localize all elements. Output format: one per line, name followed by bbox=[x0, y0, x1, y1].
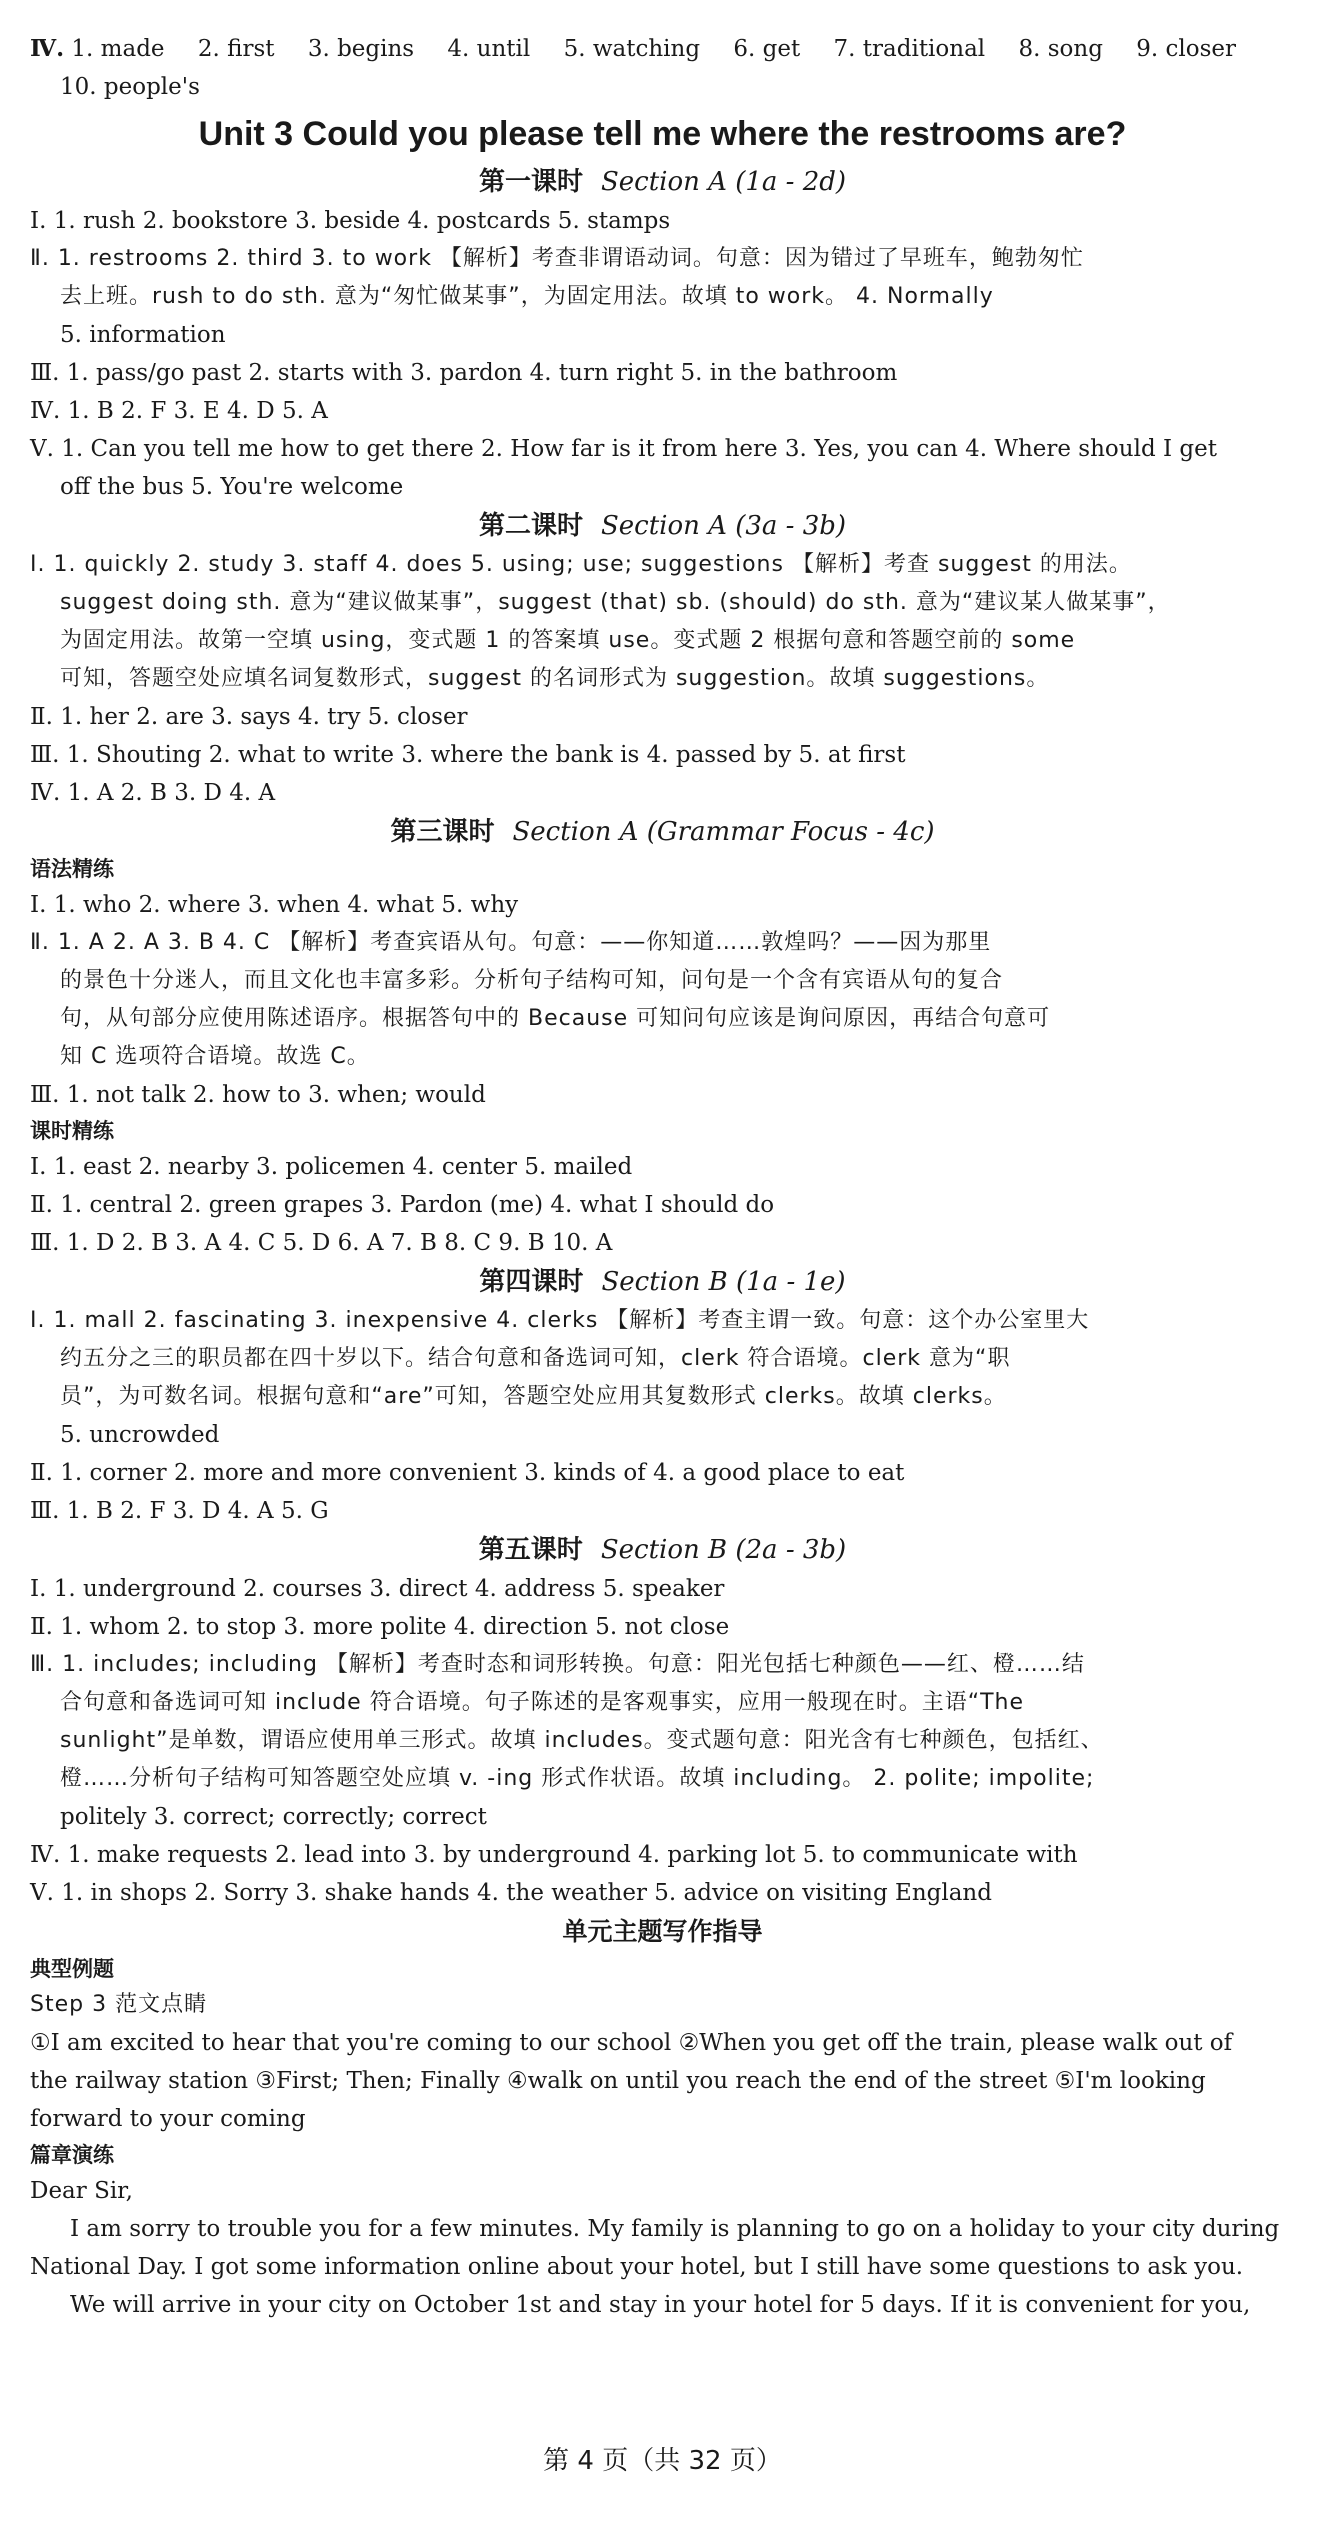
answer-row: Ⅲ. 1. Shouting 2. what to write 3. where the bank is 4. passed by 5. at first bbox=[30, 742, 906, 768]
unit-title: Unit 3 Could you please tell me where the restrooms are? bbox=[198, 115, 1127, 153]
letter-salutation: Dear Sir, bbox=[30, 2178, 133, 2204]
answer-item: 7. traditional bbox=[833, 36, 986, 62]
answer-item: 5. watching bbox=[563, 36, 701, 62]
answer-row: Ⅴ. 1. in shops 2. Sorry 3. shake hands 4. the weather 5. advice on visiting England bbox=[30, 1880, 992, 1906]
section-label: Ⅳ. bbox=[30, 35, 65, 62]
answer-row-cont: 可知，答题空处应填名词复数形式，suggest 的名词形式为 suggestion。故填 suggestions。 bbox=[60, 666, 1050, 691]
answer-row-cont: 员”，为可数名词。根据句意和“are”可知，答题空处应用其复数形式 clerks。故填 clerks。 bbox=[60, 1384, 1007, 1409]
answer-item: 1. made bbox=[71, 36, 165, 62]
letter-line: National Day. I got some information online about your hotel, but I still have some questions to ask you. bbox=[30, 2254, 1244, 2280]
answer-row bbox=[30, 30, 1295, 68]
answer-row-cont: suggest doing sth. 意为“建议做某事”，suggest (that) sb. (should) do sth. 意为“建议某人做某事”， bbox=[60, 590, 1171, 615]
subsection-heading: 篇章演练 bbox=[30, 2143, 114, 2167]
answer-row-cont: 句，从句部分应使用陈述语序。根据答句中的 Because 可知问句应该是询问原因，再结合句意可 bbox=[60, 1006, 1051, 1031]
answer-item: 8. song bbox=[1018, 36, 1103, 62]
answer-row: Ⅱ. 1. A 2. A 3. B 4. C 【解析】考查宾语从句。句意：——你知道……敦煌吗？——因为那里 bbox=[30, 930, 992, 955]
answer-row: Ⅰ. 1. quickly 2. study 3. staff 4. does 5. using; use; suggestions 【解析】考查 suggest 的用法。 bbox=[30, 552, 1132, 577]
letter-line: I am sorry to trouble you for a few minutes. My family is planning to go on a holiday to your city during bbox=[70, 2216, 1280, 2242]
lesson-heading bbox=[30, 162, 1295, 202]
answer-row-cont: sunlight”是单数，谓语应使用单三形式。故填 includes。变式题句意：阳光含有七种颜色，包括红、 bbox=[60, 1728, 1104, 1753]
example-line: forward to your coming bbox=[30, 2106, 306, 2132]
answer-row-cont: 的景色十分迷人，而且文化也丰富多彩。分析句子结构可知，问句是一个含有宾语从句的复合 bbox=[60, 968, 1004, 993]
answer-row-cont: 为固定用法。故第一空填 using，变式题 1 的答案填 use。变式题 2 根据句意和答题空前的 some bbox=[60, 628, 1076, 653]
answer-row: Ⅰ. 1. underground 2. courses 3. direct 4. address 5. speaker bbox=[30, 1576, 725, 1602]
answer-row-cont: 约五分之三的职员都在四十岁以下。结合句意和备选词可知，clerk 符合语境。clerk 意为“职 bbox=[60, 1346, 1011, 1371]
lesson-section: Section A (Grammar Focus - 4c) bbox=[512, 817, 935, 847]
answer-row: Ⅴ. 1. Can you tell me how to get there 2. How far is it from here 3. Yes, you can 4. Where should I get bbox=[30, 436, 1217, 462]
lesson-heading bbox=[30, 812, 1295, 852]
answer-row-cont: politely 3. correct; correctly; correct bbox=[60, 1804, 487, 1830]
lesson-section: Section A (1a - 2d) bbox=[600, 167, 847, 197]
answer-row-cont: 合句意和备选词可知 include 符合语境。句子陈述的是客观事实，应用一般现在时。主语“The bbox=[60, 1690, 1025, 1715]
answer-row: Ⅱ. 1. central 2. green grapes 3. Pardon (me) 4. what I should do bbox=[30, 1192, 775, 1218]
lesson-number: 第一课时 bbox=[478, 167, 583, 197]
lesson-section: Section A (3a - 3b) bbox=[600, 511, 847, 541]
page-footer: 第 4 页（共 32 页） bbox=[543, 2446, 782, 2476]
answer-row: Ⅳ. 1. A 2. B 3. D 4. A bbox=[30, 780, 276, 806]
answer-row: Ⅳ. 1. make requests 2. lead into 3. by underground 4. parking lot 5. to communicate with bbox=[30, 1842, 1078, 1868]
lesson-section: Section B (1a - 1e) bbox=[601, 1267, 846, 1297]
answer-row: Ⅰ. 1. who 2. where 3. when 4. what 5. why bbox=[30, 892, 519, 918]
answer-row: Ⅱ. 1. corner 2. more and more convenient 3. kinds of 4. a good place to eat bbox=[30, 1460, 905, 1486]
answer-row: Ⅲ. 1. pass/go past 2. starts with 3. pardon 4. turn right 5. in the bathroom bbox=[30, 360, 898, 386]
answer-row-cont: 5. uncrowded bbox=[60, 1422, 220, 1448]
answer-row: Ⅱ. 1. whom 2. to stop 3. more polite 4. direction 5. not close bbox=[30, 1614, 730, 1640]
writing-title: 单元主题写作指导 bbox=[562, 1917, 763, 1946]
step-label: Step 3 范文点睛 bbox=[30, 1992, 208, 2017]
example-line: the railway station ③First; Then; Finally ④walk on until you reach the end of the street ⑤I'm looking bbox=[30, 2068, 1206, 2094]
answer-row: Ⅰ. 1. mall 2. fascinating 3. inexpensive 4. clerks 【解析】考查主谓一致。句意：这个办公室里大 bbox=[30, 1308, 1090, 1333]
answer-item: 9. closer bbox=[1136, 36, 1236, 62]
answer-row: Ⅲ. 1. not talk 2. how to 3. when; would bbox=[30, 1082, 486, 1108]
answer-row: Ⅰ. 1. rush 2. bookstore 3. beside 4. postcards 5. stamps bbox=[30, 208, 671, 234]
subsection-heading: 课时精练 bbox=[30, 1119, 114, 1143]
answer-item: 2. first bbox=[197, 36, 275, 62]
lesson-section: Section B (2a - 3b) bbox=[600, 1535, 847, 1565]
answer-item: 3. begins bbox=[307, 36, 415, 62]
lesson-heading bbox=[30, 506, 1295, 546]
answer-row: Ⅳ. 1. B 2. F 3. E 4. D 5. A bbox=[30, 398, 328, 424]
lesson-number: 第五课时 bbox=[478, 1535, 583, 1565]
lesson-number: 第三课时 bbox=[390, 817, 495, 847]
answer-row: Ⅲ. 1. D 2. B 3. A 4. C 5. D 6. A 7. B 8. C 9. B 10. A bbox=[30, 1230, 613, 1256]
answer-row: Ⅲ. 1. includes; including 【解析】考查时态和词形转换。句意：阳光包括七种颜色——红、橙……结 bbox=[30, 1652, 1085, 1677]
answer-row: Ⅱ. 1. her 2. are 3. says 4. try 5. closer bbox=[30, 704, 468, 730]
lesson-number: 第四课时 bbox=[479, 1267, 584, 1297]
answer-row-cont: off the bus 5. You're welcome bbox=[60, 474, 404, 500]
answer-row-cont: 去上班。rush to do sth. 意为“匆忙做某事”，为固定用法。故填 to work。 4. Normally bbox=[60, 284, 994, 309]
answer-row: Ⅲ. 1. B 2. F 3. D 4. A 5. G bbox=[30, 1498, 329, 1524]
letter-line: We will arrive in your city on October 1st and stay in your hotel for 5 days. If it is convenient for you, bbox=[70, 2292, 1251, 2318]
lesson-heading bbox=[30, 1530, 1295, 1570]
subsection-heading: 语法精练 bbox=[30, 857, 114, 881]
answer-item: 6. get bbox=[733, 36, 801, 62]
answer-row-cont: 橙……分析句子结构可知答题空处应填 v. -ing 形式作状语。故填 including。 2. polite; impolite; bbox=[60, 1766, 1095, 1791]
answer-row: Ⅱ. 1. restrooms 2. third 3. to work 【解析】考查非谓语动词。句意：因为错过了早班车，鲍勃匆忙 bbox=[30, 246, 1084, 271]
answer-page bbox=[30, 30, 1295, 2324]
example-line: ①I am excited to hear that you're coming to our school ②When you get off the train, please walk out of bbox=[30, 2030, 1233, 2056]
answer-row: Ⅰ. 1. east 2. nearby 3. policemen 4. center 5. mailed bbox=[30, 1154, 633, 1180]
lesson-number: 第二课时 bbox=[478, 511, 583, 541]
lesson-heading bbox=[30, 1262, 1295, 1302]
answer-item: 4. until bbox=[447, 36, 531, 62]
answer-row-cont: 5. information bbox=[60, 322, 226, 348]
subsection-heading: 典型例题 bbox=[30, 1957, 114, 1981]
answer-row-cont: 10. people's bbox=[60, 74, 200, 100]
answer-row-cont: 知 C 选项符合语境。故选 C。 bbox=[60, 1044, 370, 1069]
